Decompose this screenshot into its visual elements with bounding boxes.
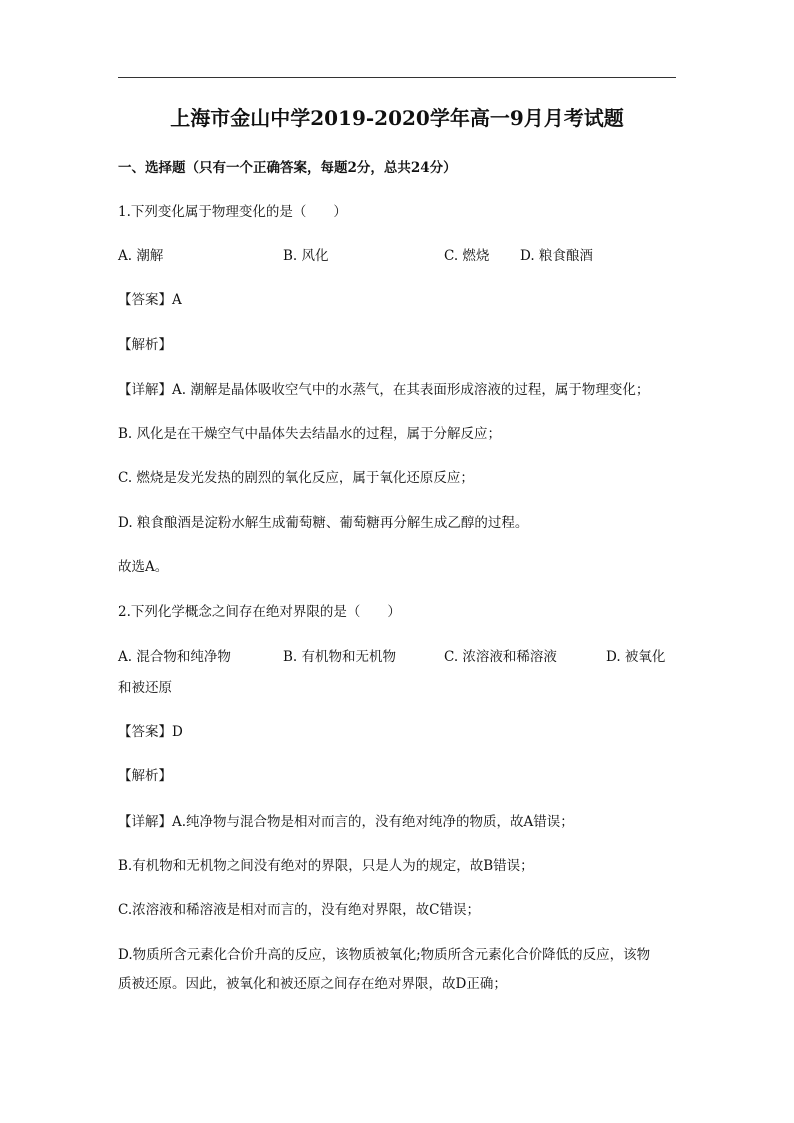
q1-option-c: C. 燃烧 [444, 248, 490, 264]
question-2-stem: 2.下列化学概念之间存在绝对界限的是（ ） [118, 604, 401, 620]
q2-option-b: B. 有机物和无机物 [283, 649, 397, 665]
q1-detail-c: C. 燃烧是发光发热的剧烈的氧化反应，属于氧化还原反应； [118, 470, 474, 486]
q1-detail-b: B. 风化是在干燥空气中晶体失去结晶水的过程，属于分解反应； [118, 426, 502, 442]
q1-option-b: B. 风化 [283, 248, 329, 264]
q1-option-a: A. 潮解 [118, 248, 164, 264]
q1-conclusion: 故选A。 [118, 559, 169, 575]
page-title: 上海市金山中学2019-2020学年高一9月月考试题 [170, 106, 624, 130]
q2-answer: 【答案】D [118, 724, 183, 740]
q2-option-c: C. 浓溶液和稀溶液 [444, 649, 557, 665]
q1-detail-a: 【详解】A. 潮解是晶体吸收空气中的水蒸气，在其表面形成溶液的过程，属于物理变化； [118, 382, 650, 398]
q2-detail-d-line1: D.物质所含元素化合价升高的反应，该物质被氧化;物质所含元素化合价降低的反应，该物 [118, 947, 651, 963]
q1-detail-d: D. 粮食酿酒是淀粉水解生成葡萄糖、葡萄糖再分解生成乙醇的过程。 [118, 515, 529, 531]
question-1-stem: 1.下列变化属于物理变化的是（ ） [118, 204, 347, 220]
q2-detail-d-line2: 质被还原。因此，被氧化和被还原之间存在绝对界限，故D正确； [118, 976, 507, 992]
q2-analysis-label: 【解析】 [118, 768, 172, 784]
q2-detail-a: 【详解】A.纯净物与混合物是相对而言的，没有绝对纯净的物质，故A错误； [118, 814, 574, 830]
q2-option-a: A. 混合物和纯净物 [118, 649, 231, 665]
header-rule [118, 77, 676, 78]
q2-detail-c: C.浓溶液和稀溶液是相对而言的，没有绝对界限，故C错误； [118, 902, 480, 918]
q2-option-d-continued: 和被还原 [118, 680, 172, 696]
q2-option-d: D. 被氧化 [606, 649, 666, 665]
q1-answer: 【答案】A [118, 292, 182, 308]
q1-option-d: D. 粮食酿酒 [520, 248, 593, 264]
q1-analysis-label: 【解析】 [118, 337, 172, 353]
q2-detail-b: B.有机物和无机物之间没有绝对的界限，只是人为的规定，故B错误； [118, 858, 534, 874]
section-heading: 一、选择题（只有一个正确答案，每题2分，总共24分） [118, 160, 457, 176]
